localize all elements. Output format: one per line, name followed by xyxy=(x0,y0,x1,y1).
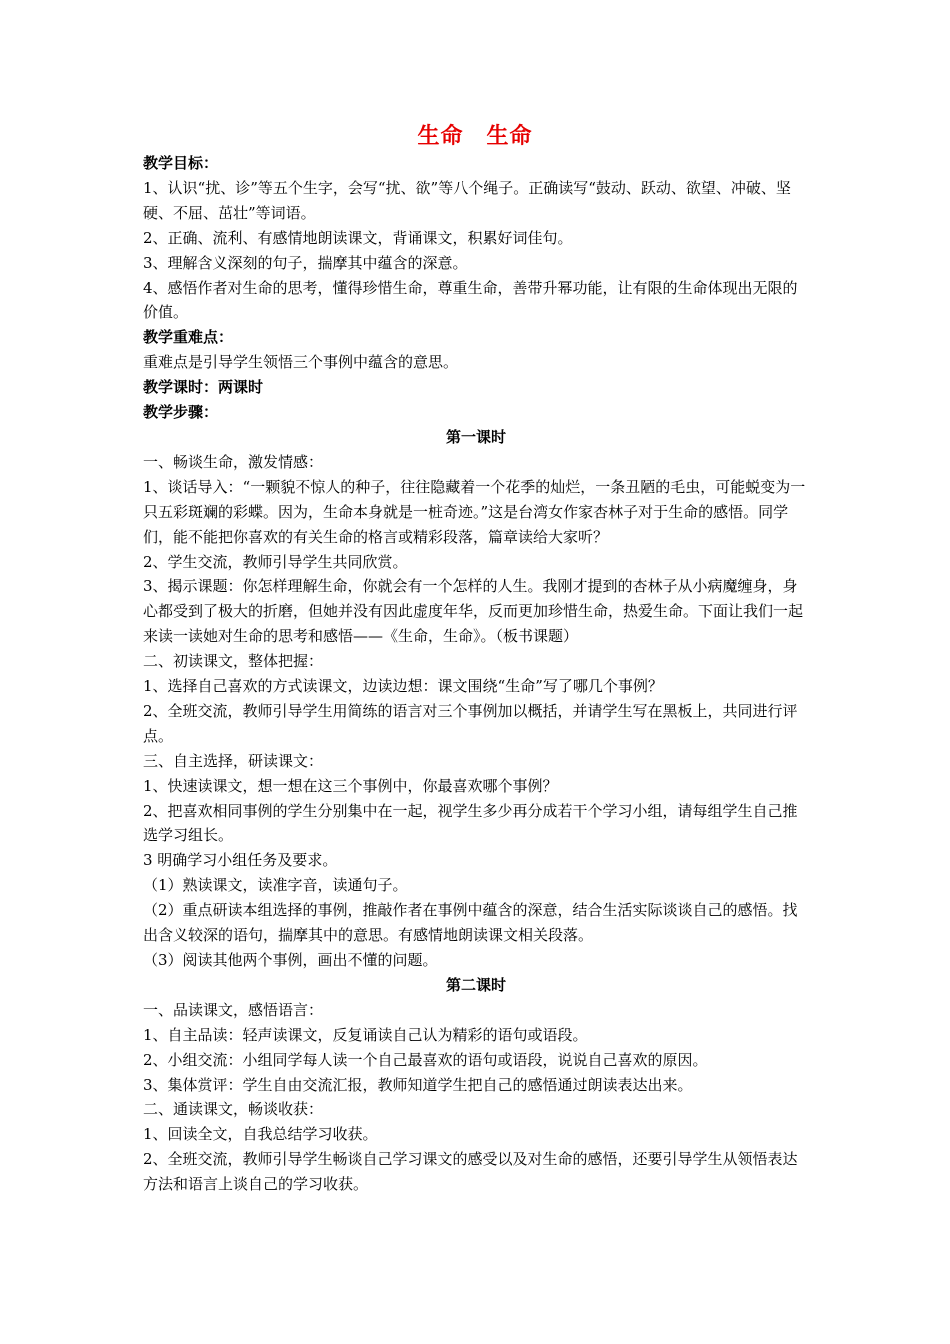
lesson1-line: 3 明确学习小组任务及要求。 xyxy=(143,851,338,870)
objective-item: 1、认识“扰、诊”等五个生字，会写“扰、欲”等八个绳子。正确读写“鼓动、跃动、欲望、冲破、坚硬、不屈、茁壮”等词语。 xyxy=(143,178,791,222)
objective-item: 2、正确、流利、有感情地朗读课文，背诵课文，积累好词佳句。 xyxy=(143,228,573,247)
lesson1-heading: 第一课时 xyxy=(445,427,506,446)
lesson2-line: 2、全班交流，教师引导学生畅谈自己学习课文的感受以及对生命的感悟，还要引导学生从领悟表达方法和语言上谈自己的学习收获。 xyxy=(143,1150,798,1194)
lesson2-line: 一、品读课文，感悟语言： xyxy=(143,1000,324,1019)
key-points-text: 重难点是引导学生领悟三个事例中蕴含的意思。 xyxy=(143,353,459,372)
objectives-heading: 教学目标： xyxy=(143,154,219,172)
lesson1-line: 2、学生交流，教师引导学生共同欣赏。 xyxy=(143,552,408,571)
lesson2-line: 二、通读课文，畅谈收获： xyxy=(143,1100,324,1119)
lesson1-line: 1、谈话导入：“一颗貌不惊人的种子，往往隐藏着一个花季的灿烂，一条丑陋的毛虫，可能蜕变为一只五彩斑斓的彩蝶。因为，生命本身就是一桩奇迹。”这是台湾女作家杏林子对于生命的感悟。同学们，能不能把你喜欢的有关生命的格言或精彩段落，篇章读给大家听？ xyxy=(143,477,806,546)
lesson1-line: （1）熟读课文，读准字音，读通句子。 xyxy=(143,876,408,895)
lesson1-line: 三、自主选择，研读课文： xyxy=(143,751,324,770)
lesson1-line: 2、把喜欢相同事例的学生分别集中在一起，视学生多少再分成若干个学习小组，请每组学生自己推选学习组长。 xyxy=(143,801,798,845)
key-points-heading: 教学重难点： xyxy=(143,328,234,347)
document-title: 生命 生命 xyxy=(417,124,533,149)
lesson1-line: 二、初读课文，整体把握： xyxy=(143,652,324,671)
lesson2-line: 3、集体赏评：学生自由交流汇报，教师知道学生把自己的感悟通过朗读表达出来。 xyxy=(143,1075,693,1094)
lesson1-line: （2）重点研读本组选择的事例，推敲作者在事例中蕴含的深意，结合生活实际谈谈自己的感悟。找出含义较深的语句，揣摩其中的意思。有感情地朗读课文相关段落。 xyxy=(143,901,798,945)
steps-heading: 教学步骤： xyxy=(143,403,219,422)
lesson1-line: 3、揭示课题：你怎样理解生命，你就会有一个怎样的人生。我刚才提到的杏林子从小病魔缠身，身心都受到了极大的折磨，但她并没有因此虚度年华，反而更加珍惜生命，热爱生命。下面让我们一起来读一读她对生命的思考和感悟——《生命，生命》。（板书课题） xyxy=(143,577,804,646)
lesson1-line: 2、全班交流，教师引导学生用简练的语言对三个事例加以概括，并请学生写在黑板上，共同进行评点。 xyxy=(143,701,798,745)
objective-item: 4、感悟作者对生命的思考，懂得珍惜生命，尊重生命，善带升幂功能，让有限的生命体现出无限的价值。 xyxy=(143,278,798,322)
lesson1-line: 1、选择自己喜欢的方式读课文，边读边想：课文围绕“生命”写了哪几个事例？ xyxy=(143,677,663,696)
lesson1-line: 一、畅谈生命，激发情感： xyxy=(143,452,324,471)
lesson2-line: 1、自主品读：轻声读课文，反复诵读自己认为精彩的语句或语段。 xyxy=(143,1025,588,1044)
lesson-hours: 教学课时：两课时 xyxy=(143,378,264,397)
lesson2-line: 2、小组交流：小组同学每人读一个自己最喜欢的语句或语段，说说自己喜欢的原因。 xyxy=(143,1050,708,1069)
lesson2-heading: 第二课时 xyxy=(445,975,506,994)
lesson2-line: 1、回读全文，自我总结学习收获。 xyxy=(143,1125,378,1144)
objective-item: 3、理解含义深刻的句子，揣摩其中蕴含的深意。 xyxy=(143,253,468,272)
lesson1-line: （3）阅读其他两个事例，画出不懂的问题。 xyxy=(143,951,438,969)
lesson1-line: 1、快速读课文，想一想在这三个事例中，你最喜欢哪个事例？ xyxy=(143,776,558,795)
document-body xyxy=(143,151,809,1197)
